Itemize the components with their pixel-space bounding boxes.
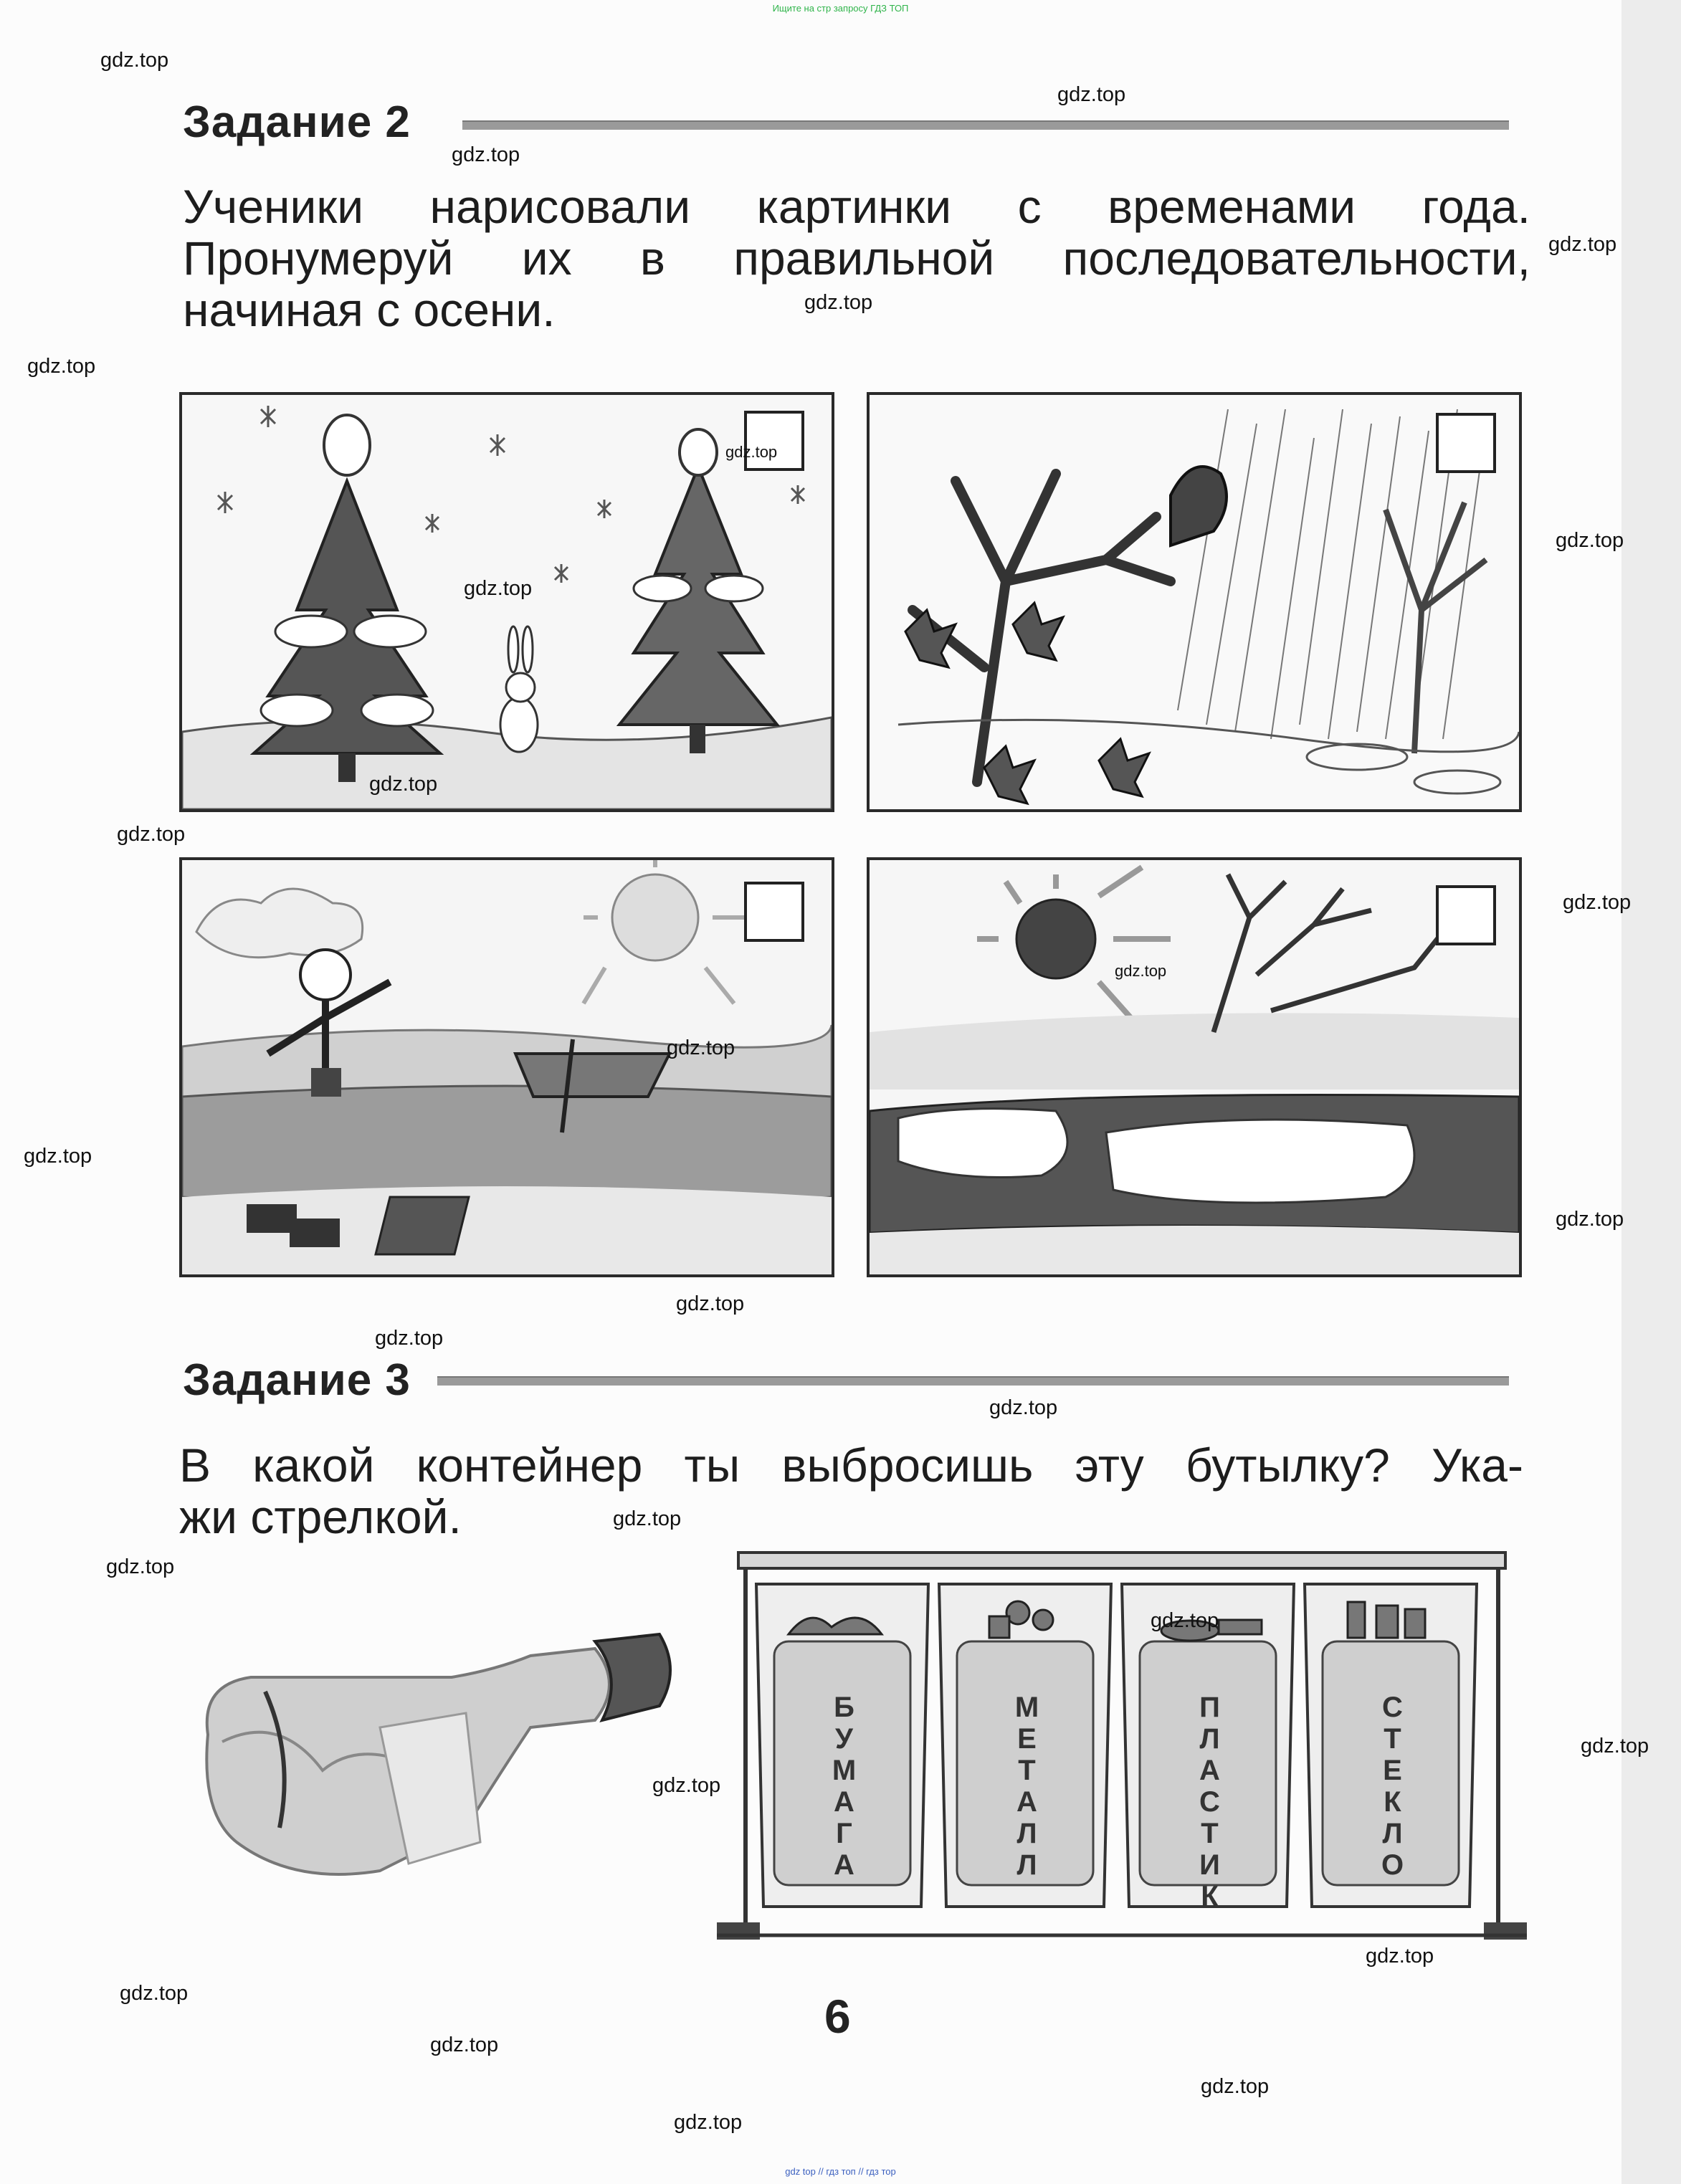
picture-spring bbox=[867, 857, 1522, 1277]
answer-box-autumn[interactable] bbox=[1436, 413, 1496, 473]
watermark: gdz.top bbox=[452, 143, 520, 166]
bin-label-plastic bbox=[1190, 1692, 1229, 1918]
bin-plastic-text: ПЛАСТИК bbox=[1194, 1692, 1226, 1912]
answer-box-winter[interactable] bbox=[744, 411, 804, 471]
watermark: gdz.top bbox=[430, 2033, 499, 2056]
watermark: gdz.top bbox=[1201, 2075, 1270, 2098]
page-number: 6 bbox=[824, 1990, 851, 2043]
task2-text-line: Ученики нарисовали картинки с временами года. bbox=[183, 180, 1530, 233]
task3-title: Задание 3 bbox=[183, 1355, 411, 1405]
watermark: gdz.top bbox=[989, 1396, 1058, 1419]
watermark: gdz.top bbox=[117, 823, 186, 846]
watermark: gdz.top bbox=[27, 355, 96, 378]
bin-label-glass bbox=[1373, 1692, 1411, 1887]
watermark: gdz.top bbox=[120, 1982, 189, 2005]
task3-heading-rule bbox=[437, 1376, 1509, 1386]
spring-scene-icon bbox=[870, 860, 1519, 1274]
watermark: gdz.top bbox=[1366, 1945, 1434, 1968]
task2-text-line: начиная с осени. bbox=[183, 283, 556, 336]
watermark: gdz.top bbox=[652, 1774, 721, 1797]
watermark: gdz.top bbox=[375, 1327, 444, 1350]
task3-text bbox=[179, 1439, 1523, 1542]
watermark: gdz.top bbox=[1556, 529, 1624, 552]
task2-heading-rule bbox=[462, 120, 1509, 130]
watermark: gdz.top bbox=[676, 1292, 745, 1315]
watermark: gdz.top bbox=[464, 577, 533, 600]
page-edge bbox=[1622, 0, 1681, 2184]
watermark: gdz.top bbox=[725, 443, 778, 461]
watermark: gdz.top bbox=[106, 1555, 175, 1578]
watermark: gdz.top bbox=[1115, 962, 1167, 980]
summer-scene-icon bbox=[182, 860, 832, 1274]
picture-autumn bbox=[867, 392, 1522, 812]
watermark: gdz.top bbox=[100, 49, 169, 72]
watermark: gdz.top bbox=[1151, 1609, 1219, 1632]
watermark: gdz.top bbox=[1563, 891, 1632, 914]
watermark: gdz.top bbox=[613, 1507, 682, 1530]
answer-box-spring[interactable] bbox=[1436, 885, 1496, 945]
watermark: gdz.top bbox=[1057, 83, 1126, 106]
watermark: gdz.top bbox=[24, 1145, 92, 1168]
watermark: gdz.top bbox=[804, 291, 873, 314]
watermark: gdz.top bbox=[1548, 233, 1617, 256]
bin-label-paper bbox=[824, 1692, 863, 1887]
plastic-bottle-icon bbox=[194, 1627, 710, 1899]
bin-label-metal bbox=[1007, 1692, 1046, 1887]
watermark: gdz.top bbox=[667, 1036, 735, 1059]
answer-box-summer[interactable] bbox=[744, 882, 804, 942]
watermark: gdz.top bbox=[674, 2111, 743, 2134]
watermark: gdz.top bbox=[1556, 1208, 1624, 1231]
task3-text-line: В какой контейнер ты выбросишь эту бутылку? Ука- bbox=[179, 1439, 1523, 1492]
bin-glass-text: СТЕКЛО bbox=[1376, 1692, 1409, 1881]
picture-summer bbox=[179, 857, 834, 1277]
task2-title: Задание 2 bbox=[183, 97, 411, 147]
footer-note: gdz top // гдз топ // гдз тор bbox=[785, 2166, 896, 2177]
watermark: gdz.top bbox=[1581, 1735, 1649, 1758]
waste-bins bbox=[717, 1548, 1527, 1950]
crumpled-bottle[interactable] bbox=[194, 1627, 710, 1899]
task3-text-line: жи стрелкой. bbox=[179, 1490, 462, 1543]
bin-paper-text: БУМАГА bbox=[828, 1692, 860, 1881]
task2-text-line: Пронумеруй их в правильной последовательности, bbox=[183, 232, 1530, 285]
bin-metal-text: МЕТАЛЛ bbox=[1011, 1692, 1043, 1881]
watermark: gdz.top bbox=[369, 773, 438, 796]
header-note: Ищите на стр запросу ГДЗ ТОП bbox=[772, 3, 909, 14]
autumn-scene-icon bbox=[870, 395, 1519, 809]
